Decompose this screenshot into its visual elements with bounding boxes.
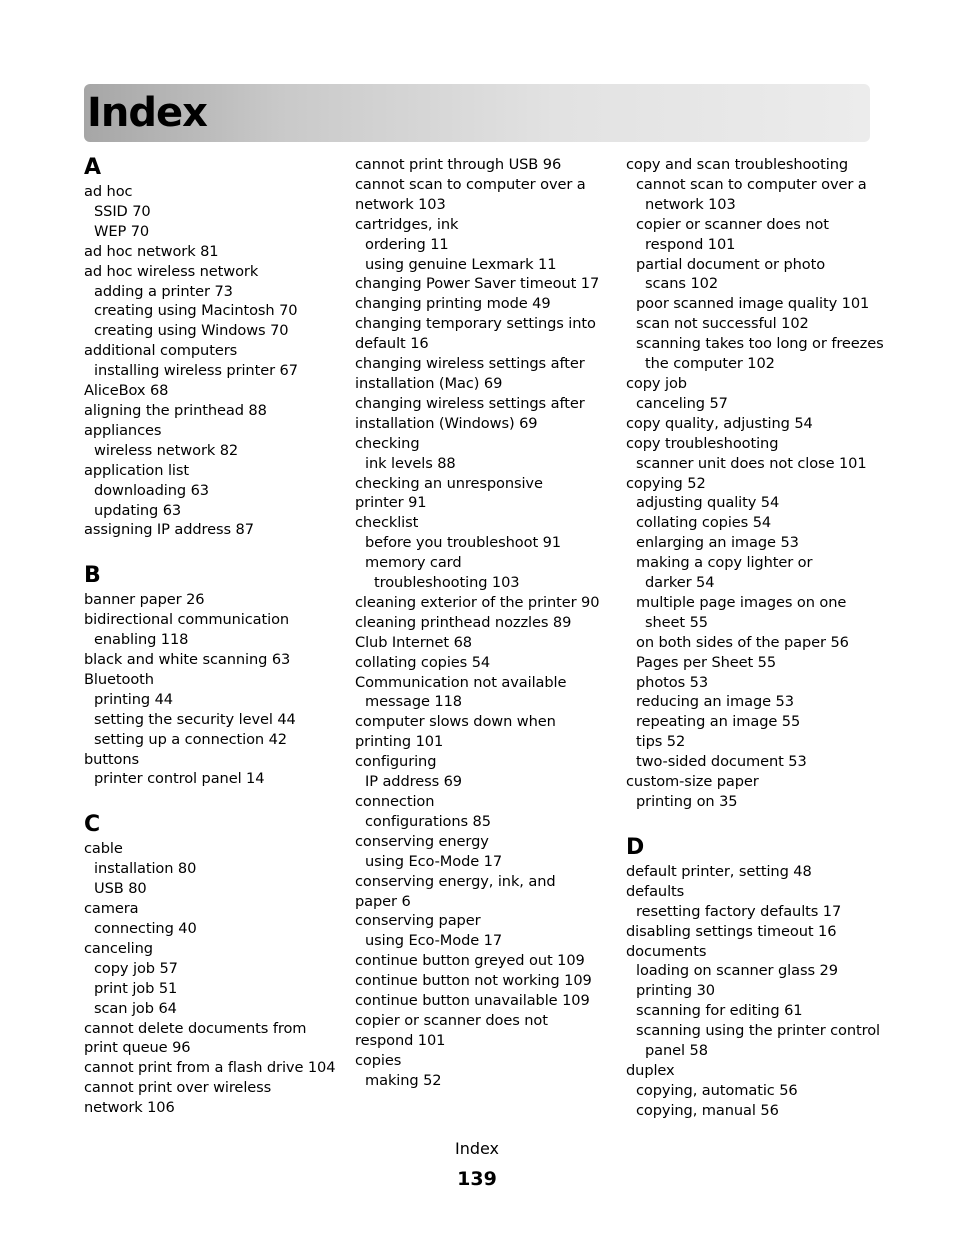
page-number: 139 — [457, 1168, 497, 1190]
index-subentry: SSID 70 — [94, 202, 151, 220]
index-subentry: scanning for editing 61 — [636, 1002, 803, 1020]
index-entry: printer 91 — [355, 494, 427, 512]
index-column-1 — [84, 155, 334, 1118]
index-entry: continue button unavailable 109 — [355, 992, 590, 1010]
index-entry: continue button not working 109 — [355, 972, 592, 990]
index-entry: bidirectional communication — [84, 611, 290, 629]
index-entry: canceling — [84, 939, 153, 957]
index-entry: ad hoc network 81 — [84, 242, 219, 260]
index-subentry: creating using Macintosh 70 — [94, 302, 298, 320]
index-entry: cannot print from a flash drive 104 — [84, 1059, 336, 1077]
page-title: Index — [87, 90, 207, 136]
index-entry: disabling settings timeout 16 — [626, 922, 837, 940]
index-entry: appliances — [84, 421, 162, 439]
section-gap — [84, 789, 334, 812]
index-subentry: adding a printer 73 — [94, 282, 233, 300]
index-subentry: installing wireless printer 67 — [94, 362, 298, 380]
index-entry: changing wireless settings after — [355, 355, 585, 373]
index-entry: conserving energy — [355, 832, 489, 850]
index-subentry: before you troubleshoot 91 — [365, 534, 561, 552]
index-subentry: connecting 40 — [94, 920, 197, 937]
index-entry: cable — [84, 840, 123, 858]
index-subentry: printing 30 — [636, 982, 715, 1000]
index-subentry: using Eco-Mode 17 — [365, 852, 503, 870]
index-entry: cleaning printhead nozzles 89 — [355, 613, 572, 631]
index-entry: copy troubleshooting — [626, 434, 779, 452]
index-subentry: ordering 11 — [365, 235, 449, 253]
index-entry: cleaning exterior of the printer 90 — [355, 593, 600, 611]
index-entry: cannot print over wireless — [84, 1079, 272, 1097]
index-subentry: updating 63 — [94, 501, 182, 519]
index-subentry: installation 80 — [94, 860, 197, 878]
index-subentry: enabling 118 — [94, 631, 189, 649]
index-entry: paper 6 — [355, 892, 411, 910]
index-subentry: wireless network 82 — [94, 441, 239, 459]
index-subentry: repeating an image 55 — [636, 713, 801, 731]
index-entry: default 16 — [355, 335, 429, 353]
index-entry: copy quality, adjusting 54 — [626, 414, 813, 432]
index-entry: Club Internet 68 — [355, 633, 472, 651]
index-entry: Bluetooth — [84, 670, 154, 688]
index-entry: custom-size paper — [626, 773, 759, 791]
index-subentry: configurations 85 — [365, 812, 491, 830]
index-entry: duplex — [626, 1061, 675, 1079]
index-subentry: printing 44 — [94, 690, 173, 708]
index-entry: additional computers — [84, 342, 238, 360]
index-subentry: USB 80 — [94, 880, 147, 898]
index-entry: AliceBox 68 — [84, 382, 169, 400]
index-subentry: scanning using the printer control — [636, 1022, 881, 1040]
index-subentry: multiple page images on one — [636, 593, 847, 611]
index-entry: configuring — [355, 753, 437, 771]
index-entry: assigning IP address 87 — [84, 521, 254, 539]
section-gap — [626, 812, 876, 835]
index-subentry: scanner unit does not close 101 — [636, 454, 867, 472]
index-subentry: copying, automatic 56 — [636, 1081, 798, 1099]
index-entry: changing Power Saver timeout 17 — [355, 275, 600, 293]
index-subentry: photos 53 — [636, 673, 709, 691]
index-column-2 — [355, 155, 605, 1091]
index-subentry: scans 102 — [645, 275, 719, 293]
index-entry: connection — [355, 793, 435, 810]
index-subentry: on both sides of the paper 56 — [636, 633, 849, 651]
index-subentry: collating copies 54 — [636, 514, 772, 532]
index-subentry: enlarging an image 53 — [636, 534, 799, 552]
index-subentry: cannot scan to computer over a — [636, 175, 867, 193]
index-subentry: print job 51 — [94, 979, 178, 997]
index-subentry: creating using Windows 70 — [94, 322, 289, 340]
index-entry: ad hoc wireless network — [84, 262, 259, 280]
index-subentry: copy job 57 — [94, 959, 178, 977]
index-subentry: using Eco-Mode 17 — [365, 932, 503, 950]
index-subentry: downloading 63 — [94, 481, 209, 499]
index-entry: Communication not available — [355, 673, 567, 691]
index-subentry: IP address 69 — [365, 773, 462, 791]
index-subentry: making a copy lighter or — [636, 554, 813, 572]
index-entry: copy and scan troubleshooting — [626, 156, 849, 173]
index-subentry: ink levels 88 — [365, 454, 456, 472]
index-subentry: setting up a connection 42 — [94, 730, 287, 748]
index-subentry: poor scanned image quality 101 — [636, 295, 870, 313]
index-entry: changing wireless settings after — [355, 394, 585, 412]
index-entry: checking an unresponsive — [355, 474, 543, 492]
index-entry: checklist — [355, 514, 419, 532]
index-entry: changing temporary settings into — [355, 315, 596, 333]
index-subentry: loading on scanner glass 29 — [636, 962, 838, 980]
index-entry: computer slows down when — [355, 713, 556, 731]
index-subentry: scan not successful 102 — [636, 315, 809, 333]
index-subentry: two-sided document 53 — [636, 753, 807, 771]
index-subentry: scanning takes too long or freezes — [636, 335, 884, 353]
index-subentry: the computer 102 — [645, 355, 775, 373]
index-entry: installation (Mac) 69 — [355, 374, 503, 392]
index-entry: defaults — [626, 882, 685, 900]
index-entry: cannot print through USB 96 — [355, 156, 562, 173]
index-entry: print queue 96 — [84, 1039, 191, 1057]
index-entry: ad hoc — [84, 183, 133, 200]
section-letter-heading: D — [626, 834, 645, 860]
index-subentry: darker 54 — [645, 574, 715, 592]
index-entry: installation (Windows) 69 — [355, 414, 538, 432]
index-subentry: message 118 — [365, 693, 462, 711]
section-letter-heading: A — [84, 155, 102, 180]
index-subentry: canceling 57 — [636, 394, 728, 412]
index-entry: black and white scanning 63 — [84, 651, 291, 669]
index-column-3 — [626, 155, 884, 1121]
index-subentry: printer control panel 14 — [94, 770, 265, 788]
index-entry: cartridges, ink — [355, 215, 459, 233]
index-entry: copier or scanner does not — [355, 1011, 548, 1029]
index-subentry: making 52 — [365, 1071, 442, 1089]
index-subentry: troubleshooting 103 — [374, 574, 520, 592]
index-entry: copying 52 — [626, 474, 706, 492]
index-entry: cannot delete documents from — [84, 1019, 307, 1037]
index-entry: documents — [626, 942, 707, 960]
index-subentry: adjusting quality 54 — [636, 494, 780, 512]
index-entry: default printer, setting 48 — [626, 862, 812, 880]
index-subentry: sheet 55 — [645, 613, 708, 631]
index-subentry: scan job 64 — [94, 999, 177, 1017]
index-subentry: resetting factory defaults 17 — [636, 902, 842, 920]
index-subentry: setting the security level 44 — [94, 710, 296, 728]
index-entry: checking — [355, 434, 420, 452]
index-subentry: tips 52 — [636, 733, 686, 751]
index-entry: network 106 — [84, 1099, 175, 1117]
index-entry: continue button greyed out 109 — [355, 952, 585, 970]
index-subentry: copier or scanner does not — [636, 215, 829, 233]
index-subentry: WEP 70 — [94, 222, 150, 240]
footer-section-label: Index — [454, 1139, 500, 1158]
index-entry: conserving paper — [355, 912, 481, 930]
index-subentry: copying, manual 56 — [636, 1101, 779, 1119]
index-entry: banner paper 26 — [84, 591, 205, 609]
index-entry: camera — [84, 900, 139, 918]
index-entry: changing printing mode 49 — [355, 295, 551, 313]
index-entry: respond 101 — [355, 1031, 446, 1049]
index-entry: aligning the printhead 88 — [84, 401, 267, 419]
index-subentry: partial document or photo — [636, 255, 826, 273]
section-letter-heading: B — [84, 563, 101, 589]
index-entry: buttons — [84, 750, 140, 768]
index-subentry: using genuine Lexmark 11 — [365, 255, 557, 273]
index-entry: collating copies 54 — [355, 653, 491, 671]
index-entry: copy job — [626, 374, 687, 392]
index-subentry: network 103 — [645, 195, 736, 213]
index-entry: copies — [355, 1051, 402, 1069]
section-letter-heading: C — [84, 812, 101, 838]
index-entry: network 103 — [355, 195, 446, 213]
index-subentry: panel 58 — [645, 1042, 708, 1060]
index-entry: application list — [84, 461, 189, 479]
index-subentry: respond 101 — [645, 235, 736, 253]
index-subentry: printing on 35 — [636, 793, 738, 810]
index-subentry: memory card — [365, 554, 462, 572]
index-title-bar — [84, 84, 870, 142]
section-gap — [84, 540, 334, 563]
index-entry: cannot scan to computer over a — [355, 175, 586, 193]
index-subentry: Pages per Sheet 55 — [636, 653, 777, 671]
index-subentry: reducing an image 53 — [636, 693, 794, 711]
index-entry: printing 101 — [355, 733, 444, 751]
index-entry: conserving energy, ink, and — [355, 872, 556, 890]
